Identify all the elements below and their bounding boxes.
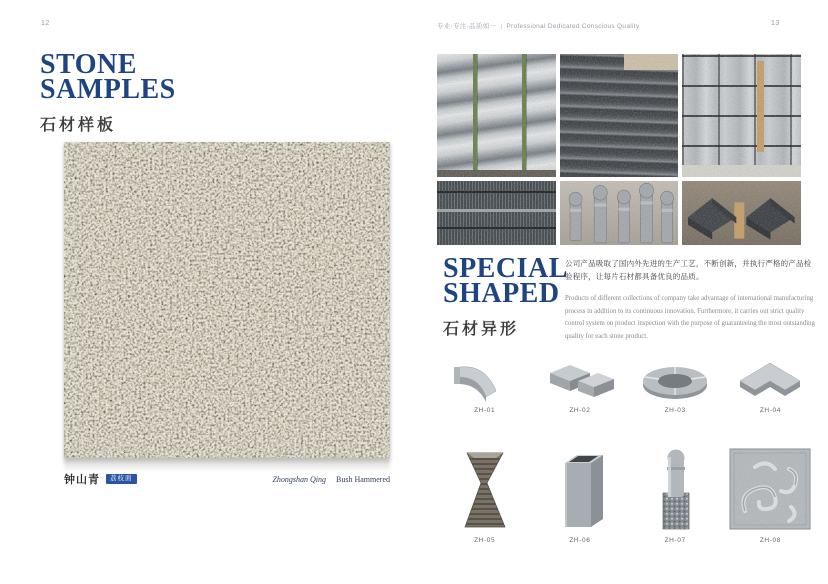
net-strapped-curved-stones-photo — [682, 54, 801, 177]
product-item — [535, 424, 624, 544]
product-code: ZH-05 — [474, 537, 496, 544]
sample-name-cn: 钟山青 — [64, 474, 100, 486]
square-planter-icon — [551, 445, 609, 533]
twisted-pedestal-icon — [454, 445, 516, 533]
product-code: ZH-03 — [664, 407, 686, 414]
rough-chiseled-slabs-photo — [560, 54, 679, 177]
section-subtitle-cn: 石材异形 — [443, 321, 520, 338]
product-item — [726, 424, 815, 544]
dark-corner-stones-photo — [682, 181, 801, 245]
page-subtitle-cn: 石材样板 — [40, 117, 117, 134]
product-code: ZH-02 — [569, 407, 591, 414]
product-item — [726, 352, 815, 414]
sample-caption — [64, 471, 390, 487]
granite-sample-image — [64, 142, 390, 458]
special-shaped-title-block — [443, 253, 568, 339]
paving-bricks-icon — [544, 359, 616, 403]
slogan-divider: | — [500, 23, 503, 30]
left-page-number: 12 — [41, 20, 50, 27]
product-code: ZH-08 — [759, 537, 781, 544]
slogan-en: Professional Dedicated Conscious Quality — [506, 23, 640, 30]
granite-tint-overlay — [64, 142, 390, 458]
bollard-icon — [648, 445, 702, 533]
product-item — [440, 352, 529, 414]
product-code: ZH-04 — [759, 407, 781, 414]
stone-samples-title-block — [40, 49, 176, 135]
factory-photo-grid — [437, 54, 801, 245]
special-shaped-product-grid — [440, 352, 815, 544]
finish-badge: 荔枝面 — [106, 474, 137, 485]
product-item — [440, 424, 529, 544]
sample-name-en: Zhongshan Qing — [272, 474, 326, 484]
slogan-cn: 专业·专注·品质如一 — [437, 23, 497, 30]
product-code: ZH-07 — [664, 537, 686, 544]
corner-stone-icon — [734, 359, 806, 403]
intro-paragraph-cn: 公司产品吸取了国内外先进的生产工艺，不断创新，并执行严格的产品检验程序，让每片石材都具备优良的品质。 — [565, 259, 812, 282]
right-page-number: 13 — [771, 20, 780, 27]
grooved-paving-tiles-photo — [437, 181, 556, 245]
page-title: STONE SAMPLES — [40, 49, 176, 105]
sample-finish-en: Bush Hammered — [336, 474, 390, 484]
carved-relief-panel-icon — [727, 445, 813, 533]
stone-bollards-photo — [560, 181, 679, 245]
product-item — [631, 352, 720, 414]
stone-ring-icon — [636, 359, 714, 403]
curved-curbstone-icon — [449, 359, 521, 403]
stacked-curved-curbstones-photo — [437, 54, 556, 177]
header-slogan — [437, 21, 639, 30]
product-item — [631, 424, 720, 544]
product-code: ZH-06 — [569, 537, 591, 544]
intro-paragraph-en: Products of different collections of company take advantage of international manufacturing process in addition to its continuous innovation. Furthermore, it carries out strict quality control system on product inspection with the purpose of guaranteeing the most outstanding quality for each stone product. — [565, 295, 815, 340]
product-item — [535, 352, 624, 414]
product-code: ZH-01 — [474, 407, 496, 414]
section-title: SPECIAL SHAPED — [443, 253, 568, 309]
